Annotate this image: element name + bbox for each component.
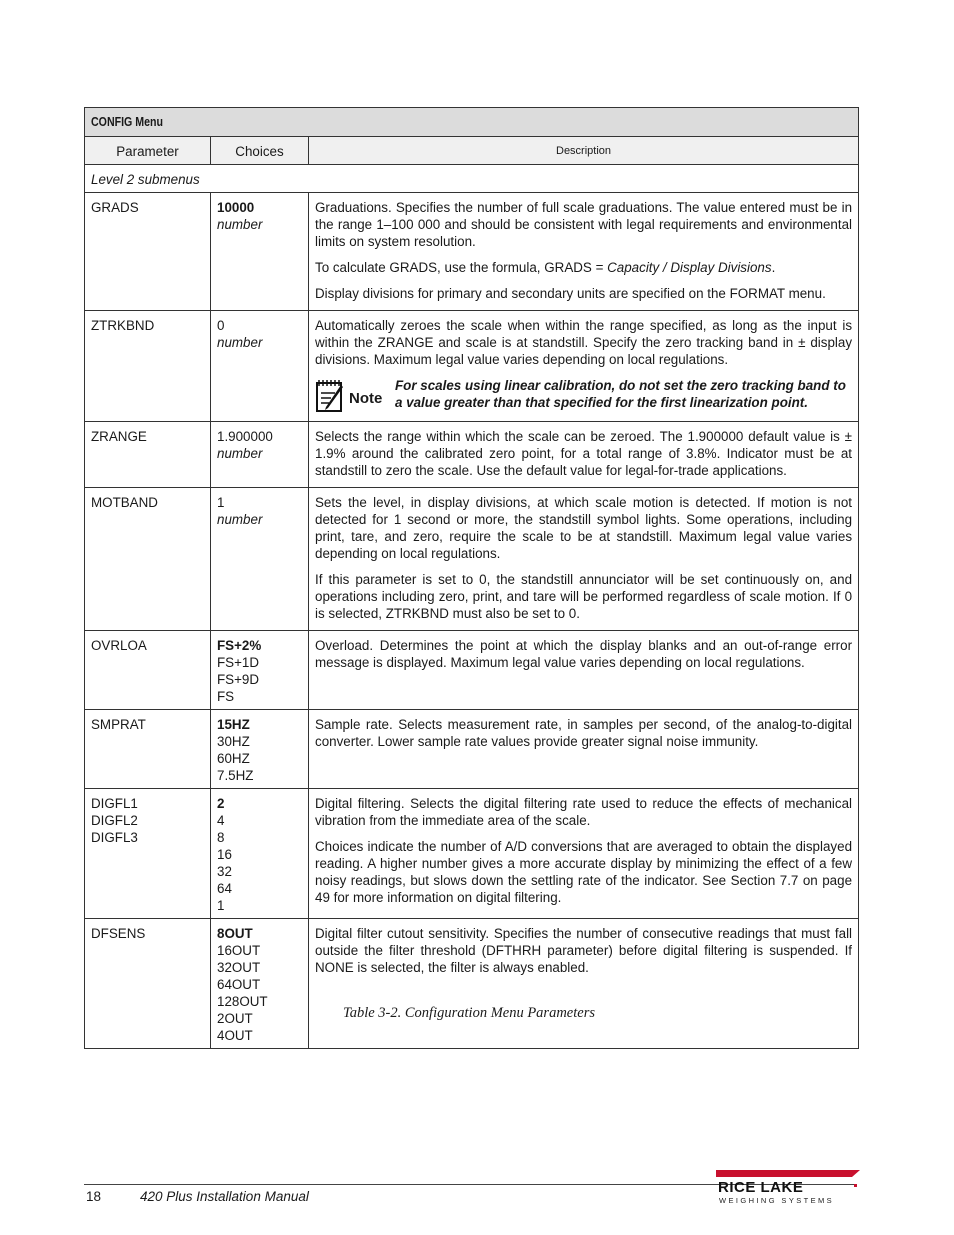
param-name: MOTBAND (91, 495, 158, 510)
choice-item: 1 (217, 898, 225, 913)
param-name: DIGFL3 (91, 830, 138, 845)
choice-item: FS (217, 689, 235, 704)
header-choices: Choices (211, 137, 309, 165)
choice-item: 1 (217, 495, 225, 510)
choice-item: 64 (217, 881, 232, 896)
choice-item: 7.5HZ (217, 768, 254, 783)
choices-cell (211, 422, 309, 488)
choices-cell (211, 631, 309, 710)
description-paragraph (315, 285, 852, 302)
description-text: Automatically zeroes the scale when within the range specified, as long as the input is within the ZRANGE and scale is at standstill. Specify the zero tracking band in ± display divisions. Maximum legal value varies depending on local regulations. (315, 318, 853, 367)
description-paragraph (315, 428, 852, 479)
choice-item: 16 (217, 847, 232, 862)
param-row (85, 710, 859, 789)
choice-item: 32 (217, 864, 232, 879)
choice-item: number (217, 217, 263, 232)
param-cell (85, 631, 211, 710)
param-cell (85, 422, 211, 488)
description-text: Sample rate. Selects measurement rate, in samples per second, of the analog-to-digital converter. Lower sample rate values provide greater signal noise immunity. (315, 717, 853, 749)
note-box (315, 377, 852, 413)
menu-title-text: CONFIG Menu (91, 115, 164, 129)
description-text: Sets the level, in display divisions, at which scale motion is detected. If motion is not detected for 1 second or more, the standstill symbol lights. Some operations, including print, tare, and zero, require the scale to be at standstill. Maximum legal value varies depending on local regulations. (315, 495, 853, 561)
description-paragraph (315, 795, 852, 829)
description-paragraph (315, 317, 852, 368)
param-cell (85, 919, 211, 1049)
choice-item: number (217, 335, 263, 350)
description-text: Choices indicate the number of A/D conversions that are averaged to obtain the displayed reading. A higher number gives a more accurate display by minimizing the effect of a few noisy readings, but slows down the settling rate of the indicator. See Section 7.7 on page 49 for more information on digital filtering. (315, 839, 853, 905)
choice-item: number (217, 512, 263, 527)
menu-title-row (85, 108, 859, 137)
description-cell (309, 631, 859, 710)
default-choice: 2 (217, 796, 225, 811)
param-name: ZRANGE (91, 429, 147, 444)
description-paragraph (315, 838, 852, 906)
description-text: Selects the range within which the scale can be zeroed. The 1.900000 default value is ± 1.9% around the calibrated zero point, for a total range of 3.8%. Indicator must be at standstill to zero the scale. Use the default value for legal-for-trade applications. (315, 429, 853, 478)
choice-item: FS+9D (217, 672, 260, 687)
choice-item: 16OUT (217, 943, 261, 958)
description-paragraph (315, 199, 852, 250)
choice-item: FS+1D (217, 655, 260, 670)
param-name: GRADS (91, 200, 139, 215)
param-row (85, 193, 859, 311)
default-choice: 10000 (217, 200, 255, 215)
description-text: . (771, 260, 776, 275)
choices-cell (211, 311, 309, 422)
menu-title (85, 108, 859, 137)
choice-item: 4OUT (217, 1028, 253, 1043)
param-cell (85, 789, 211, 919)
choices-cell (211, 488, 309, 631)
page-number: 18 (86, 1189, 102, 1204)
choice-item: 2OUT (217, 1011, 253, 1026)
header-description: Description (309, 137, 859, 165)
description-cell (309, 422, 859, 488)
column-header-row (85, 137, 859, 165)
choices-cell (211, 193, 309, 311)
description-paragraph (315, 716, 852, 750)
description-cell (309, 789, 859, 919)
choice-item: 1.900000 (217, 429, 273, 444)
description-cell (309, 311, 859, 422)
config-menu-table (84, 107, 859, 1049)
param-row (85, 422, 859, 488)
description-text: Capacity / Display Divisions (607, 260, 772, 275)
description-text: Digital filtering. Selects the digital filtering rate used to reduce the effects of mechanical vibration from the immediate area of the scale. (315, 796, 853, 828)
param-name: DIGFL1 (91, 796, 138, 811)
default-choice: FS+2% (217, 638, 262, 653)
description-text: Overload. Determines the point at which the display blanks and an out-of-range error message is displayed. Maximum legal value varies depending on local regulations. (315, 638, 853, 670)
description-cell (309, 193, 859, 311)
param-row (85, 488, 859, 631)
table-caption: Table 3-2. Configuration Menu Parameters (342, 1005, 595, 1021)
param-row (85, 919, 859, 1049)
level-row (85, 165, 859, 193)
description-text: If this parameter is set to 0, the standstill annunciator will be set continuously on, and operations including zero, print, and tare will be performed regardless of scale motion. If 0 is selected, ZTRKBND must also be set to 0. (315, 572, 853, 621)
brand-tagline: WEIGHING SYSTEMS (719, 1196, 835, 1205)
param-cell (85, 193, 211, 311)
param-cell (85, 488, 211, 631)
param-cell (85, 710, 211, 789)
note-pencil-icon (315, 377, 347, 413)
param-cell (85, 311, 211, 422)
description-paragraph (315, 571, 852, 622)
description-paragraph (315, 637, 852, 671)
note-badge (315, 377, 395, 413)
param-name: DIGFL2 (91, 813, 138, 828)
manual-title: 420 Plus Installation Manual (140, 1189, 309, 1204)
note-text: For scales using linear calibration, do not set the zero tracking band to a value greater than that specified for the first linearization point. (395, 378, 846, 410)
default-choice: 8OUT (217, 926, 253, 941)
choice-item: number (217, 446, 263, 461)
description-paragraph (315, 494, 852, 562)
choice-item: 30HZ (217, 734, 250, 749)
description-text: Graduations. Specifies the number of full scale graduations. The value entered must be in the range 1–100 000 and should be consistent with legal requirements and environmental limits on system resolution. (315, 200, 853, 249)
param-name: DFSENS (91, 926, 146, 941)
level-label: Level 2 submenus (85, 165, 859, 193)
param-row (85, 789, 859, 919)
description-cell (309, 710, 859, 789)
choices-cell (211, 789, 309, 919)
brand-name: RICE LAKE (718, 1179, 804, 1196)
choice-item: 60HZ (217, 751, 250, 766)
param-name: ZTRKBND (91, 318, 155, 333)
description-paragraph (315, 259, 852, 276)
choices-cell (211, 919, 309, 1049)
choice-item: 0 (217, 318, 225, 333)
param-name: SMPRAT (91, 717, 146, 732)
param-name: OVRLOA (91, 638, 147, 653)
choices-cell (211, 710, 309, 789)
header-parameter: Parameter (85, 137, 211, 165)
choice-item: 4 (217, 813, 225, 828)
description-text: To calculate GRADS, use the formula, GRADS = (315, 260, 608, 275)
description-cell (309, 488, 859, 631)
default-choice: 15HZ (217, 717, 250, 732)
description-cell (309, 919, 859, 1049)
description-text: Digital filter cutout sensitivity. Specifies the number of consecutive readings that must fall outside the filter threshold (DFTHRH parameter) before digital filtering is suspended. If NONE is selected, the filter is always enabled. (315, 926, 853, 975)
choice-item: 64OUT (217, 977, 261, 992)
choice-item: 128OUT (217, 994, 268, 1009)
description-paragraph (315, 925, 852, 976)
param-row (85, 311, 859, 422)
note-label: Note (349, 389, 383, 407)
description-text: Display divisions for primary and secondary units are specified on the FORMAT menu. (315, 286, 826, 301)
choice-item: 32OUT (217, 960, 261, 975)
param-row (85, 631, 859, 710)
choice-item: 8 (217, 830, 225, 845)
